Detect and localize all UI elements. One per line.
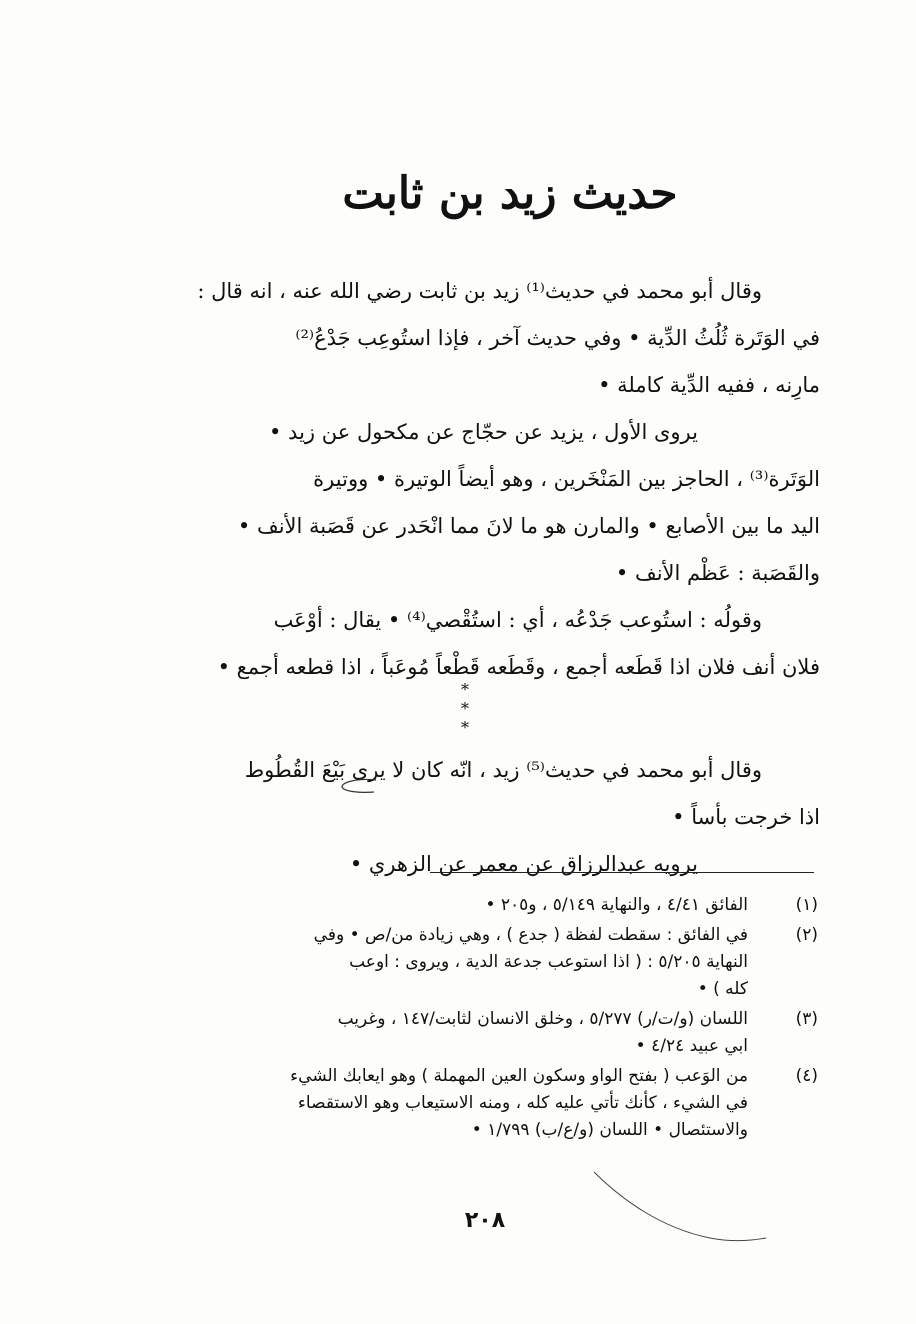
footnotes xyxy=(152,892,818,1147)
body-line: وقال أبو محمد في حديث⁽¹⁾ زيد بن ثابت رضي الله عنه ، انه قال : xyxy=(197,279,762,303)
footnote-number: (١) xyxy=(795,895,818,915)
footnote xyxy=(152,1063,818,1144)
footnote-line: كله ) • xyxy=(697,979,748,999)
footnote-line: اللسان (و/ت/ر) ٥/٢٧٧ ، وخلق الانسان لثابت/١٤٧ ، وغريب xyxy=(337,1009,748,1029)
footnote-line: الفائق ٤/٤١ ، والنهاية ٥/١٤٩ ، و٢٠٥ • xyxy=(485,895,748,915)
footnote-number: (٤) xyxy=(795,1066,818,1086)
footnote-line: من الوَعب ( بفتح الواو وسكون العين المهملة ) وهو ايعابك الشيء xyxy=(290,1066,748,1086)
body-line: في الوَتَرة ثُلُثُ الدِّية • وفي حديث آخر ، فإذا استُوعِب جَدْعُ⁽²⁾ xyxy=(295,326,820,350)
page-number: ٢٠٨ xyxy=(464,1208,506,1233)
handwritten-mark xyxy=(338,776,378,796)
footnote-number: (٢) xyxy=(795,925,818,945)
footnote-line: في الشيء ، كأنك تأتي عليه كله ، ومنه الاستيعاب وهو الاستقصاء xyxy=(297,1093,748,1113)
body-text xyxy=(92,268,820,888)
footnote-line: النهاية ٥/٢٠٥ : ( اذا استوعب جدعة الدية ، ويروى : اوعب xyxy=(349,952,748,972)
footnote-number: (٣) xyxy=(795,1009,818,1029)
body-line: وقولُه : استُوعب جَدْعُه ، أي : استُقْصي⁽⁴⁾ • يقال : أوْعَب xyxy=(273,608,762,632)
body-line: فلان أنف فلان اذا قَطَعه أجمع ، وقَطَعه قَطْعاً مُوعَباً ، اذا قطعه أجمع • xyxy=(217,655,820,679)
footnote-line: ابي عبيد ٤/٢٤ • xyxy=(635,1036,748,1056)
section-divider-stars: * * * xyxy=(461,680,539,737)
footnote xyxy=(152,1006,818,1060)
handwritten-stroke xyxy=(590,1168,770,1248)
body-line: يرويه عبدالرزاق عن معمر عن الزهري • xyxy=(349,852,698,876)
footnote xyxy=(152,892,818,919)
body-line: اليد ما بين الأصابع • والمارن هو ما لانَ مما انْحَدر عن قَصَبة الأنف • xyxy=(237,514,820,538)
footnote-line: في الفائق : سقطت لفظة ( جدع ) ، وهي زيادة من/ص • وفي xyxy=(313,925,748,945)
body-line: يروى الأول ، يزيد عن حجّاج عن مكحول عن زيد • xyxy=(269,420,698,444)
footnote-separator xyxy=(430,872,814,873)
body-line: اذا خرجت بأساً • xyxy=(672,805,820,829)
footnote-line: والاستئصال • اللسان (و/ع/ب) ١/٧٩٩ • xyxy=(471,1120,748,1140)
body-line: الوَتَرة⁽³⁾ ، الحاجز بين المَنْخَرين ، وهو أيضاً الوتيرة • ووتيرة xyxy=(313,467,820,491)
body-line: مارِنه ، ففيه الدِّية كاملة • xyxy=(598,373,820,397)
body-line: وقال أبو محمد في حديث⁽⁵⁾ زيد ، انّه كان لا يرى بَيْعَ القُطُوط xyxy=(244,758,762,782)
footnote xyxy=(152,922,818,1003)
body-line: والقَصَبة : عَظْم الأنف • xyxy=(615,561,820,585)
page-title: حديث زيد بن ثابت xyxy=(342,168,678,219)
